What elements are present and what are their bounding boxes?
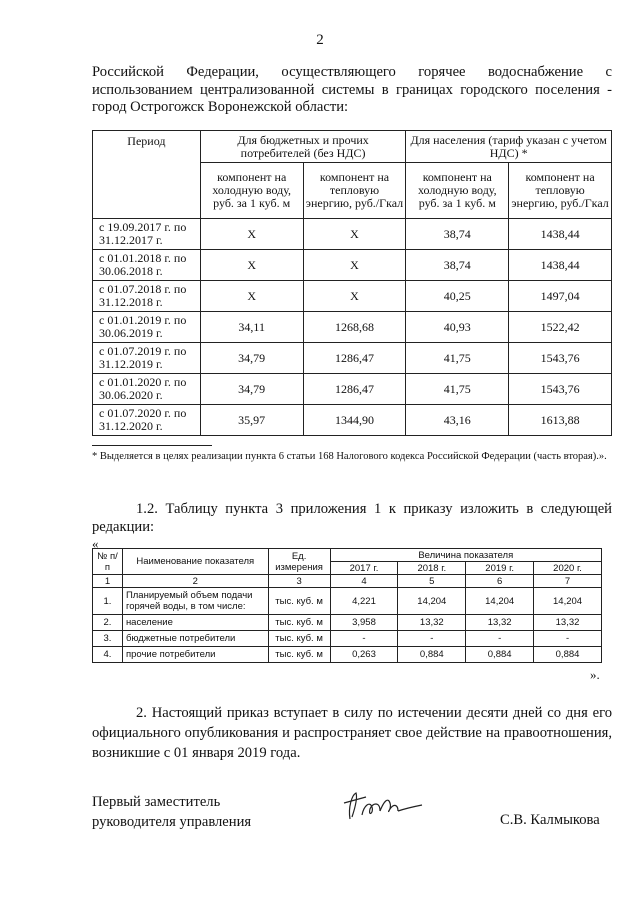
column-number: 3 — [268, 575, 330, 588]
value-cell: 3,958 — [330, 615, 398, 631]
value-cell: 41,75 — [406, 374, 509, 405]
row-number: 1. — [93, 588, 123, 615]
period-cell: с 01.07.2018 г. по 31.12.2018 г. — [93, 281, 201, 312]
value-cell: 1497,04 — [509, 281, 612, 312]
table-row — [93, 405, 612, 436]
table-row — [93, 343, 612, 374]
value-cell: 13,32 — [534, 615, 602, 631]
table-row — [93, 219, 612, 250]
handwritten-signature — [336, 787, 426, 827]
table-row — [93, 631, 602, 647]
value-cell: Х — [200, 250, 303, 281]
volume-table — [92, 548, 602, 663]
value-cell: 4,221 — [330, 588, 398, 615]
year-header: 2017 г. — [330, 562, 398, 575]
value-cell: 34,11 — [200, 312, 303, 343]
num-header: № п/п — [93, 549, 123, 575]
unit-cell: тыс. куб. м — [268, 647, 330, 663]
signatory-title — [92, 792, 251, 832]
period-cell: с 01.01.2018 г. по 30.06.2018 г. — [93, 250, 201, 281]
paragraph-1-2: 1.2. Таблицу пункта 3 приложения 1 к приказу изложить в следующей редакции: — [92, 501, 612, 535]
value-cell: - — [466, 631, 534, 647]
year-header: 2019 г. — [466, 562, 534, 575]
value-cell: 1543,76 — [509, 343, 612, 374]
value-cell: 43,16 — [406, 405, 509, 436]
value-cell: 1522,42 — [509, 312, 612, 343]
column-number: 1 — [93, 575, 123, 588]
table-row — [93, 588, 602, 615]
year-header: 2020 г. — [534, 562, 602, 575]
value-cell: Х — [303, 219, 406, 250]
tariff-table — [92, 130, 612, 436]
population-group-header: Для населения (тариф указан с учетом НДС) * — [406, 131, 612, 163]
column-number-row — [93, 575, 602, 588]
year-header: 2018 г. — [398, 562, 466, 575]
quote-close-mark: ». — [590, 667, 600, 682]
value-cell: - — [330, 631, 398, 647]
footnote: * Выделяется в целях реализации пункта 6 статьи 168 Налогового кодекса Российской Федерации (часть вторая).». — [92, 451, 607, 462]
indicator-name: бюджетные потребители — [122, 631, 268, 647]
value-cell: 1438,44 — [509, 250, 612, 281]
unit-header: Ед. измерения — [268, 549, 330, 575]
value-cell: 0,884 — [398, 647, 466, 663]
table-row — [93, 312, 612, 343]
value-cell: Х — [303, 281, 406, 312]
value-cell: 1286,47 — [303, 343, 406, 374]
value-cell: 40,25 — [406, 281, 509, 312]
value-cell: 13,32 — [398, 615, 466, 631]
paragraph-2: 2. Настоящий приказ вступает в силу по истечении десяти дней со дня его официального опубликования и распространяет свое действие на правоотношения, возникшие с 01 января 2019 года. — [92, 705, 612, 761]
value-cell: 38,74 — [406, 219, 509, 250]
signatory-name: С.В. Калмыкова — [500, 812, 600, 828]
table-row — [93, 615, 602, 631]
period-cell: с 01.01.2020 г. по 30.06.2020 г. — [93, 374, 201, 405]
value-header: Величина показателя — [330, 549, 601, 562]
table-row — [93, 281, 612, 312]
row-number: 4. — [93, 647, 123, 663]
sub-header: компонент на холодную воду, руб. за 1 куб. м — [200, 163, 303, 219]
value-cell: 38,74 — [406, 250, 509, 281]
period-cell: с 19.09.2017 г. по 31.12.2017 г. — [93, 219, 201, 250]
value-cell: 34,79 — [200, 343, 303, 374]
value-cell: 34,79 — [200, 374, 303, 405]
value-cell: - — [534, 631, 602, 647]
value-cell: 41,75 — [406, 343, 509, 374]
value-cell: 14,204 — [466, 588, 534, 615]
column-number: 7 — [534, 575, 602, 588]
period-cell: с 01.07.2019 г. по 31.12.2019 г. — [93, 343, 201, 374]
column-number: 4 — [330, 575, 398, 588]
value-cell: 1344,90 — [303, 405, 406, 436]
budget-group-header: Для бюджетных и прочих потребителей (без НДС) — [200, 131, 406, 163]
value-cell: 1286,47 — [303, 374, 406, 405]
value-cell: 1543,76 — [509, 374, 612, 405]
signatory-title-line: руководителя управления — [92, 814, 252, 830]
value-cell: 35,97 — [200, 405, 303, 436]
table-row — [93, 374, 612, 405]
period-cell: с 01.01.2019 г. по 30.06.2019 г. — [93, 312, 201, 343]
sub-header: компонент на тепловую энергию, руб./Гкал — [509, 163, 612, 219]
sub-header: компонент на холодную воду, руб. за 1 куб. м — [406, 163, 509, 219]
column-number: 6 — [466, 575, 534, 588]
value-cell: Х — [200, 281, 303, 312]
value-cell: Х — [200, 219, 303, 250]
value-cell: Х — [303, 250, 406, 281]
value-cell: 14,204 — [398, 588, 466, 615]
value-cell: 0,263 — [330, 647, 398, 663]
indicator-name: Планируемый объем подачи горячей воды, в том числе: — [122, 588, 268, 615]
table-row — [93, 647, 602, 663]
row-number: 2. — [93, 615, 123, 631]
period-cell: с 01.07.2020 г. по 31.12.2020 г. — [93, 405, 201, 436]
value-cell: - — [398, 631, 466, 647]
unit-cell: тыс. куб. м — [268, 588, 330, 615]
table-row — [93, 250, 612, 281]
period-header: Период — [93, 131, 201, 219]
footnote-divider — [92, 445, 212, 446]
value-cell: 14,204 — [534, 588, 602, 615]
value-cell: 0,884 — [466, 647, 534, 663]
value-cell: 1613,88 — [509, 405, 612, 436]
column-number: 5 — [398, 575, 466, 588]
value-cell: 1438,44 — [509, 219, 612, 250]
indicator-name: прочие потребители — [122, 647, 268, 663]
indicator-name: население — [122, 615, 268, 631]
unit-cell: тыс. куб. м — [268, 631, 330, 647]
name-header: Наименование показателя — [122, 549, 268, 575]
column-number: 2 — [122, 575, 268, 588]
unit-cell: тыс. куб. м — [268, 615, 330, 631]
value-cell: 1268,68 — [303, 312, 406, 343]
intro-paragraph: Российской Федерации, осуществляющего горячее водоснабжение с использованием централизованной системы в границах городского поселения - город Острогожск Воронежской области: — [92, 64, 612, 115]
value-cell: 13,32 — [466, 615, 534, 631]
page-number: 2 — [316, 32, 324, 48]
quote-open-mark: « — [92, 536, 99, 551]
value-cell: 0,884 — [534, 647, 602, 663]
sub-header: компонент на тепловую энергию, руб./Гкал — [303, 163, 406, 219]
value-cell: 40,93 — [406, 312, 509, 343]
row-number: 3. — [93, 631, 123, 647]
signatory-title-line: Первый заместитель — [92, 794, 221, 810]
